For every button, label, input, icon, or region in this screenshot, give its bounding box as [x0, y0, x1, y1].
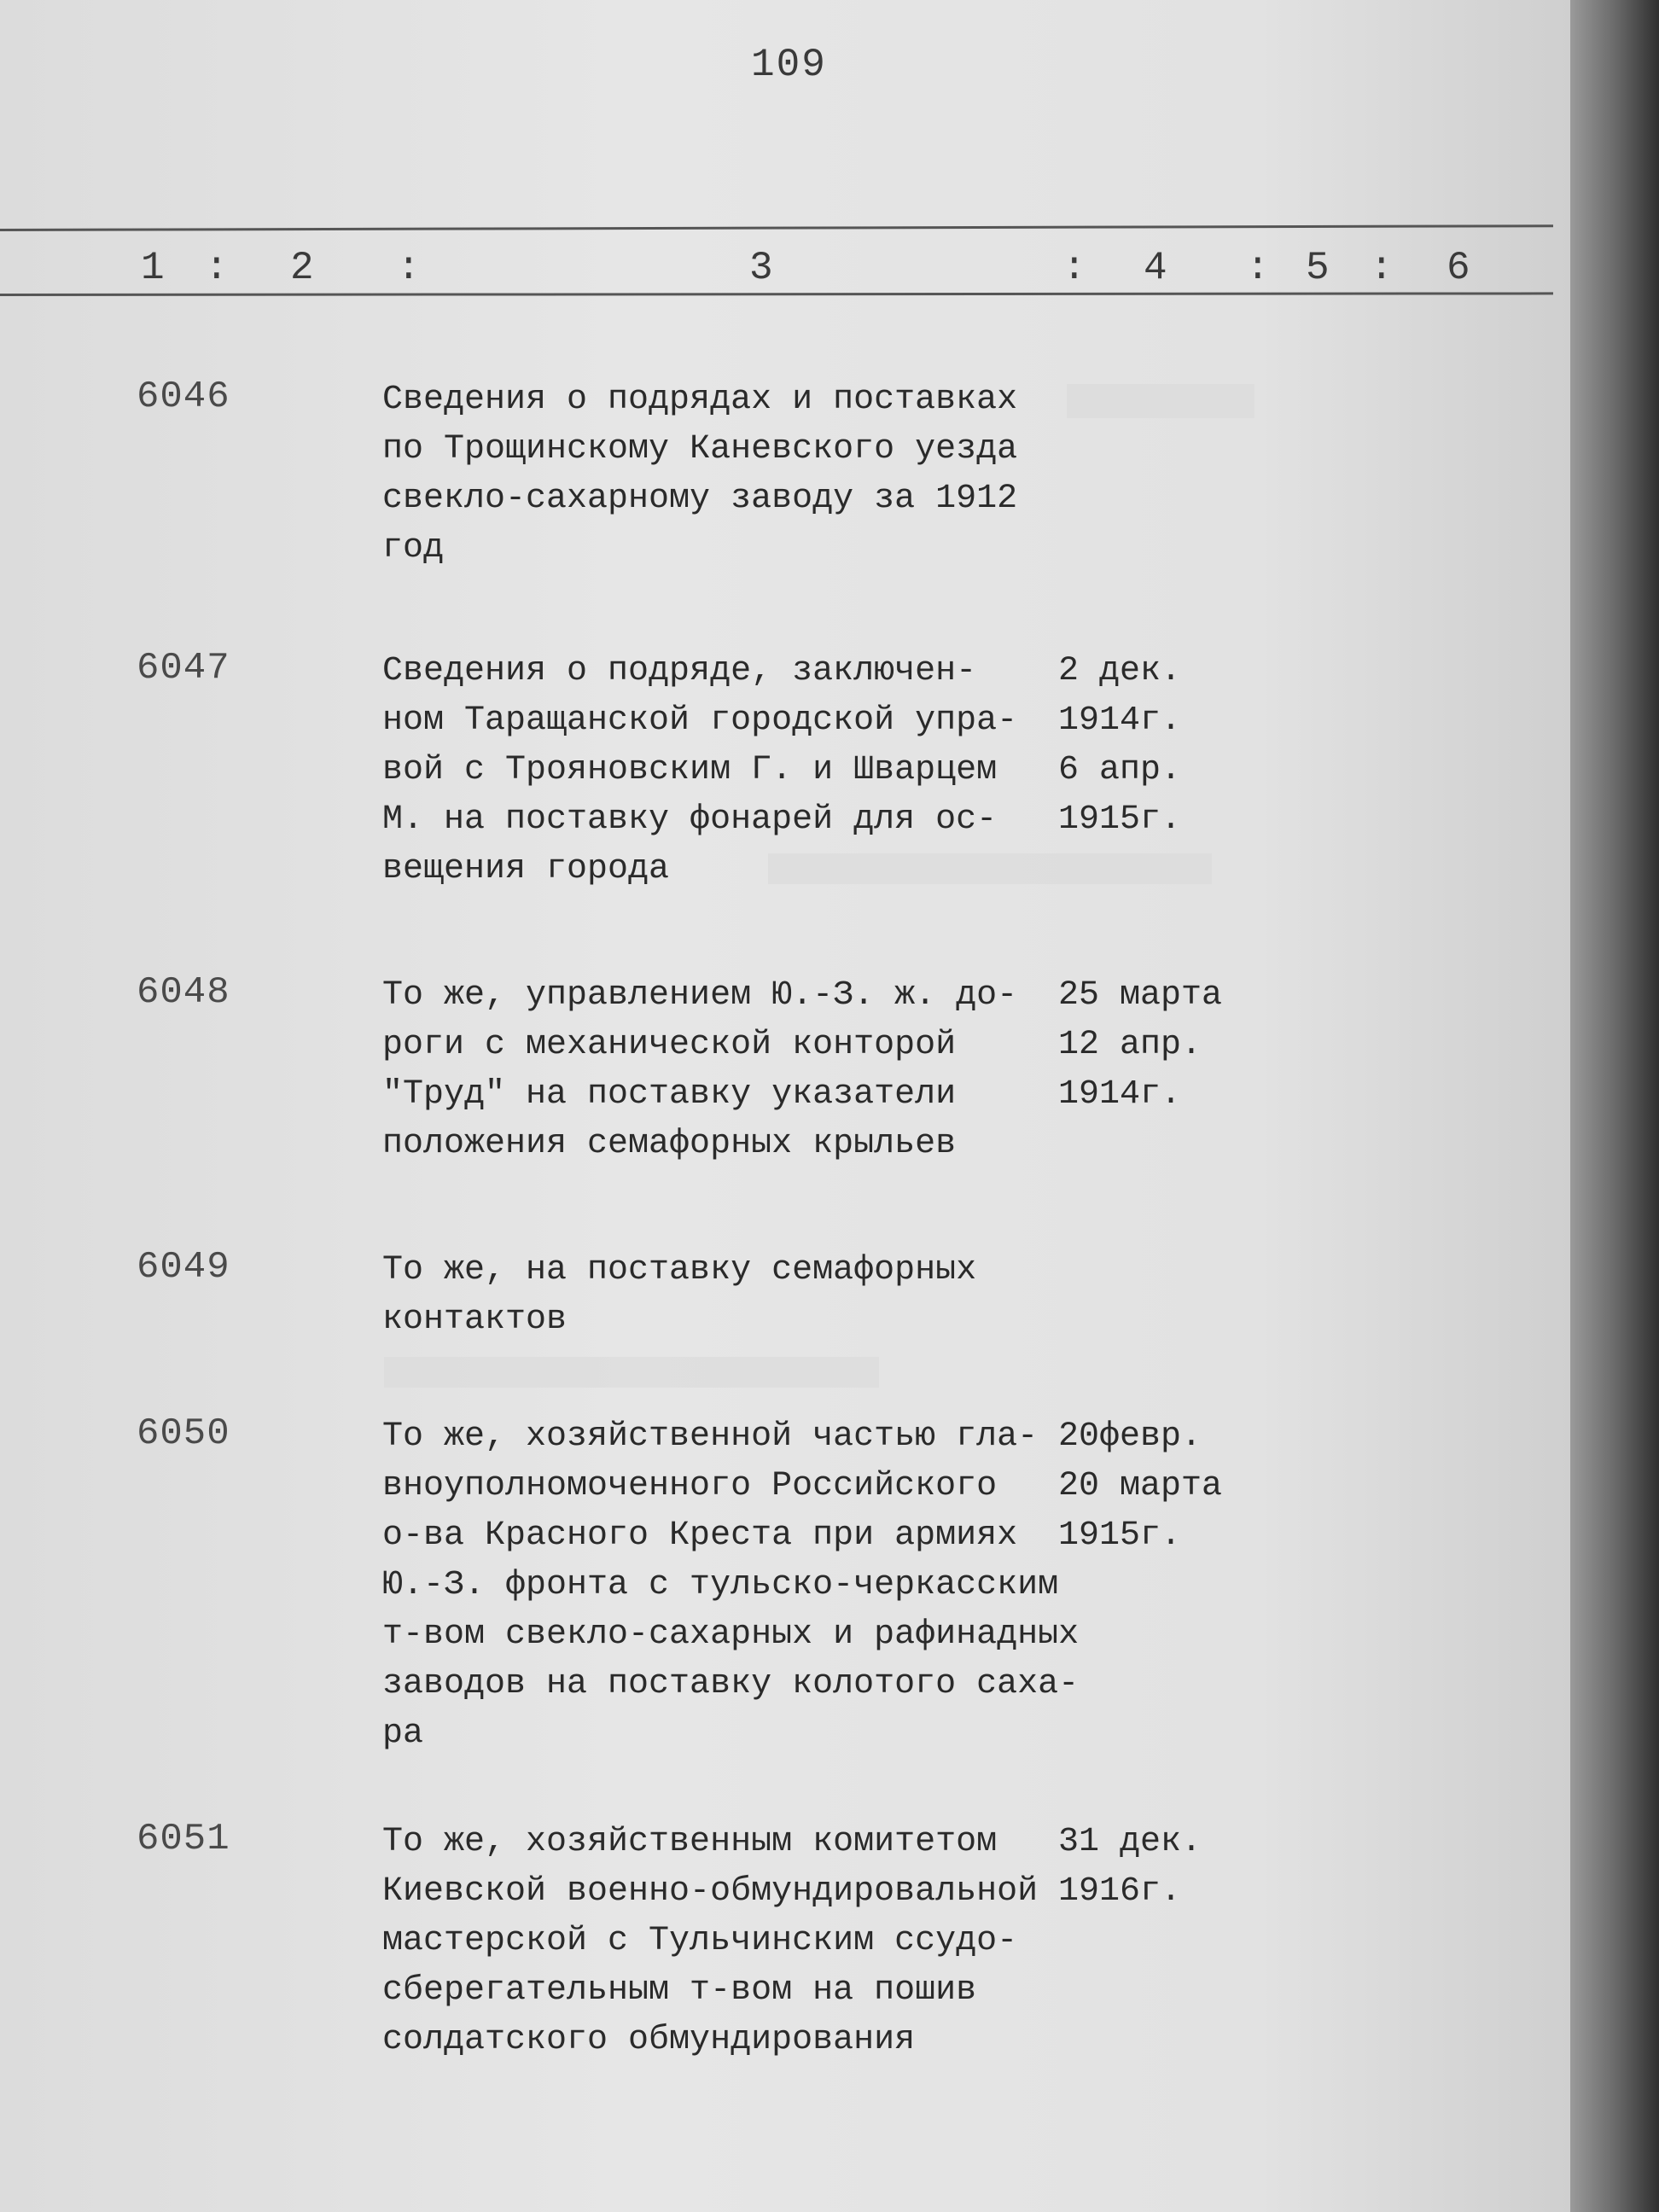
- entry-number: 6046: [137, 375, 230, 418]
- entry-number: 6047: [137, 647, 230, 690]
- entry-dates: 31 дек. 1916г.: [1058, 1823, 1202, 1911]
- entry-title: То же, хозяйственной частью гла- вноуполномоченного Российского о-ва Красного Креста при армиях Ю.-З. фронта с тульско-черкасским т-вом свекло-сахарных и рафинадных заводов на поставку колотого саха- ра: [382, 1417, 1080, 1753]
- entry-number: 6051: [137, 1818, 230, 1860]
- column-header-6: 6: [1447, 246, 1470, 290]
- column-header-4: 4: [1144, 246, 1167, 290]
- entry-dates: 25 марта 12 апр. 1914г.: [1058, 976, 1223, 1114]
- entry-number: 6050: [137, 1412, 230, 1455]
- column-header-3: 3: [749, 246, 773, 290]
- header-rule-top: [0, 224, 1553, 231]
- bleed-through-mark: [384, 1357, 879, 1388]
- entry-title: То же, на поставку семафорных контактов: [382, 1251, 977, 1339]
- column-separator: :: [205, 246, 229, 290]
- column-header-row: [0, 239, 1553, 290]
- bleed-through-mark: [1067, 384, 1254, 418]
- page-number: 109: [751, 43, 827, 87]
- column-header-2: 2: [290, 246, 314, 290]
- header-rule-bottom: [0, 292, 1553, 296]
- entry-title: То же, управлением Ю.-З. ж. до- роги с механической конторой "Труд" на поставку указатели положения семафорных крыльев: [382, 976, 1018, 1163]
- entry-title: То же, хозяйственным комитетом Киевской военно-обмундировальной мастерской с Тульчинским ссудо- сберегательным т-вом на пошив солдатского обмундирования: [382, 1823, 1039, 2059]
- column-separator: :: [1246, 246, 1270, 290]
- column-separator: :: [1062, 246, 1086, 290]
- column-header-5: 5: [1306, 246, 1330, 290]
- entry-number: 6048: [137, 971, 230, 1014]
- entry-number: 6049: [137, 1246, 230, 1289]
- entry-dates: 20февр. 20 марта 1915г.: [1058, 1417, 1223, 1555]
- page-edge-shadow: [1570, 0, 1659, 2212]
- column-separator: :: [397, 246, 421, 290]
- column-separator: :: [1370, 246, 1394, 290]
- entry-title: Сведения о подряде, заключен- ном Таращанской городской упра- вой с Трояновским Г. и Шварцем М. на поставку фонарей для ос- вещения города: [382, 652, 1018, 888]
- entry-title: Сведения о подрядах и поставках по Трощинскому Каневского уезда свекло-сахарному заводу за 1912 год: [382, 381, 1018, 568]
- entry-dates: 2 дек. 1914г. 6 апр. 1915г.: [1058, 652, 1182, 839]
- column-header-1: 1: [141, 246, 165, 290]
